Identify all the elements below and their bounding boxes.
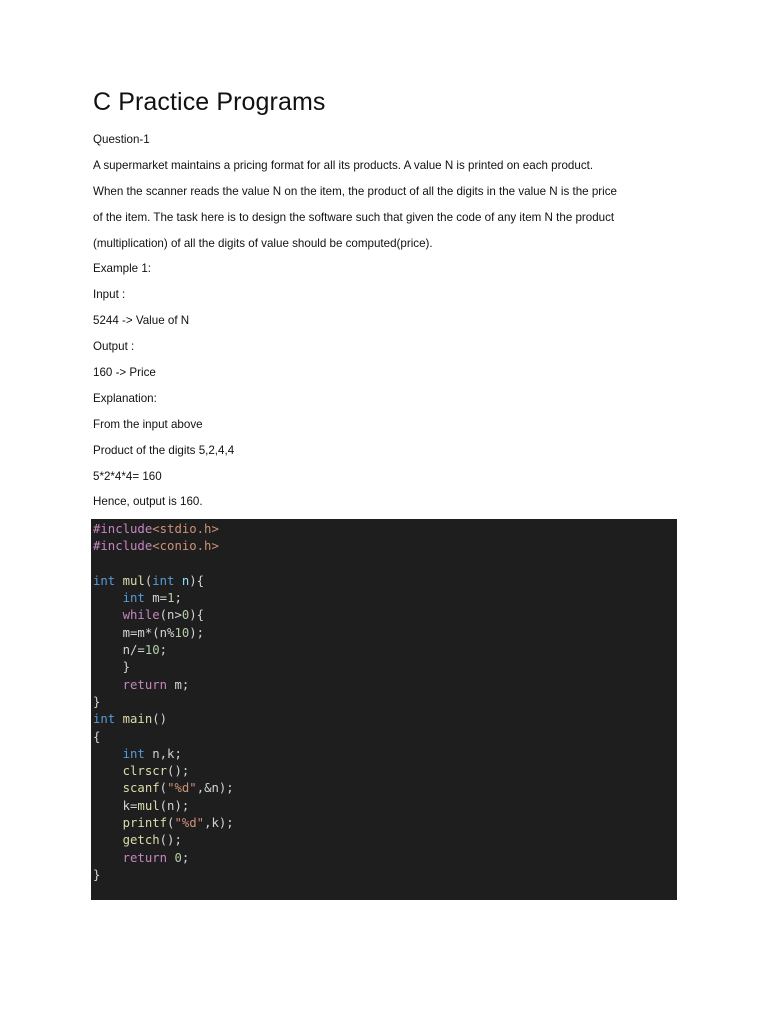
problem-text-line: A supermarket maintains a pricing format for all its products. A value N is printed on each product.: [93, 158, 594, 172]
code-line: [93, 850, 677, 867]
code-token: }: [93, 660, 131, 675]
code-token: k=: [93, 798, 138, 813]
problem-text-line: When the scanner reads the value N on the item, the product of all the digits in the value N is the price: [93, 184, 617, 198]
code-token: {: [93, 729, 101, 744]
code-token: int: [93, 712, 116, 727]
code-token: [174, 574, 181, 588]
code-token: [93, 678, 123, 692]
explanation-line: Product of the digits 5,2,4,4: [93, 443, 235, 457]
code-token: 10: [174, 625, 190, 640]
code-token: #include: [93, 539, 153, 554]
code-line: [93, 625, 677, 642]
code-token: [115, 574, 122, 588]
code-token: ){: [189, 573, 205, 588]
code-block: [91, 519, 677, 900]
code-token: m=: [144, 591, 168, 606]
code-token: 10: [144, 643, 160, 658]
code-token: int: [122, 591, 145, 606]
code-token: ){: [189, 608, 205, 623]
code-token: getch: [122, 833, 160, 848]
code-line: [93, 590, 677, 607]
code-token: m;: [167, 677, 190, 692]
code-token: "%d": [167, 781, 197, 796]
code-token: ;: [174, 591, 182, 606]
code-line: [93, 780, 677, 797]
code-token: [93, 747, 123, 761]
page-title: C Practice Programs: [93, 88, 326, 116]
code-token: ,&n);: [196, 781, 234, 796]
code-token: 0: [174, 850, 182, 865]
code-line: [93, 659, 677, 676]
code-token: n/=: [93, 643, 145, 658]
code-token: printf: [122, 816, 168, 831]
code-token: m=m*(n%: [93, 625, 175, 640]
code-token: (n>: [159, 608, 182, 623]
code-token: "%d": [174, 816, 205, 831]
code-token: [93, 816, 123, 830]
code-token: ;: [159, 643, 168, 658]
question-label: Question-1: [93, 133, 150, 146]
code-token: [115, 712, 122, 726]
code-line: [93, 607, 677, 624]
example-label: Example 1:: [93, 262, 151, 276]
code-token: <conio.h>: [152, 539, 219, 554]
code-line: [93, 729, 677, 746]
code-token: [93, 608, 123, 622]
code-token: ();: [159, 833, 182, 848]
code-token: scanf: [122, 781, 160, 796]
code-token: }: [93, 694, 101, 709]
input-label: Input :: [93, 288, 126, 302]
code-token: [93, 781, 123, 795]
code-token: int: [122, 746, 145, 761]
code-token: clrscr: [122, 764, 168, 779]
code-token: ,k);: [204, 816, 234, 831]
code-token: (: [159, 781, 168, 796]
code-line: [93, 867, 677, 884]
problem-text-line: (multiplication) of all the digits of value should be computed(price).: [93, 236, 433, 250]
code-token: }: [93, 867, 101, 882]
explanation-line: 5*2*4*4= 160: [93, 469, 162, 483]
code-line: [93, 677, 677, 694]
code-token: ();: [167, 764, 190, 779]
code-token: main: [122, 712, 153, 727]
code-line: [93, 746, 677, 763]
code-token: [93, 851, 123, 865]
code-token: n,k;: [144, 746, 182, 761]
code-token: (): [152, 712, 168, 727]
code-token: mul: [137, 798, 160, 813]
code-line: [93, 798, 677, 815]
code-token: return: [122, 850, 168, 865]
output-label: Output :: [93, 340, 135, 354]
explanation-label: Explanation:: [93, 391, 157, 405]
explanation-line: From the input above: [93, 417, 203, 431]
code-token: int: [93, 573, 116, 588]
conclusion-line: Hence, output is 160.: [93, 495, 203, 509]
code-token: mul: [122, 573, 145, 588]
code-line: [93, 711, 677, 728]
code-token: ;: [181, 850, 190, 865]
code-token: (n);: [159, 798, 190, 813]
input-value: 5244 -> Value of N: [93, 314, 190, 328]
output-value: 160 -> Price: [93, 366, 156, 380]
code-line: [93, 538, 677, 555]
code-token: [93, 833, 123, 847]
code-line: [93, 556, 677, 573]
code-token: n: [181, 573, 190, 588]
code-line: [93, 832, 677, 849]
code-token: <stdio.h>: [152, 522, 219, 536]
code-token: while: [122, 608, 160, 623]
code-token: [93, 591, 123, 605]
code-line: [93, 815, 677, 832]
code-token: 0: [181, 608, 190, 623]
code-line: [93, 521, 677, 538]
code-token: return: [122, 677, 168, 692]
code-line: [93, 694, 677, 711]
code-line: [93, 763, 677, 780]
problem-text-line: of the item. The task here is to design the software such that given the code of any item N the product: [93, 210, 615, 224]
code-token: 1: [167, 591, 175, 606]
code-line: [93, 573, 677, 590]
code-text: [93, 521, 677, 884]
code-token: [93, 764, 123, 778]
code-token: (: [144, 573, 153, 588]
code-token: #include: [93, 522, 153, 536]
code-token: );: [189, 625, 205, 640]
code-line: [93, 642, 677, 659]
code-token: int: [152, 573, 175, 588]
code-token: (: [167, 816, 175, 831]
question-text: [93, 130, 678, 518]
